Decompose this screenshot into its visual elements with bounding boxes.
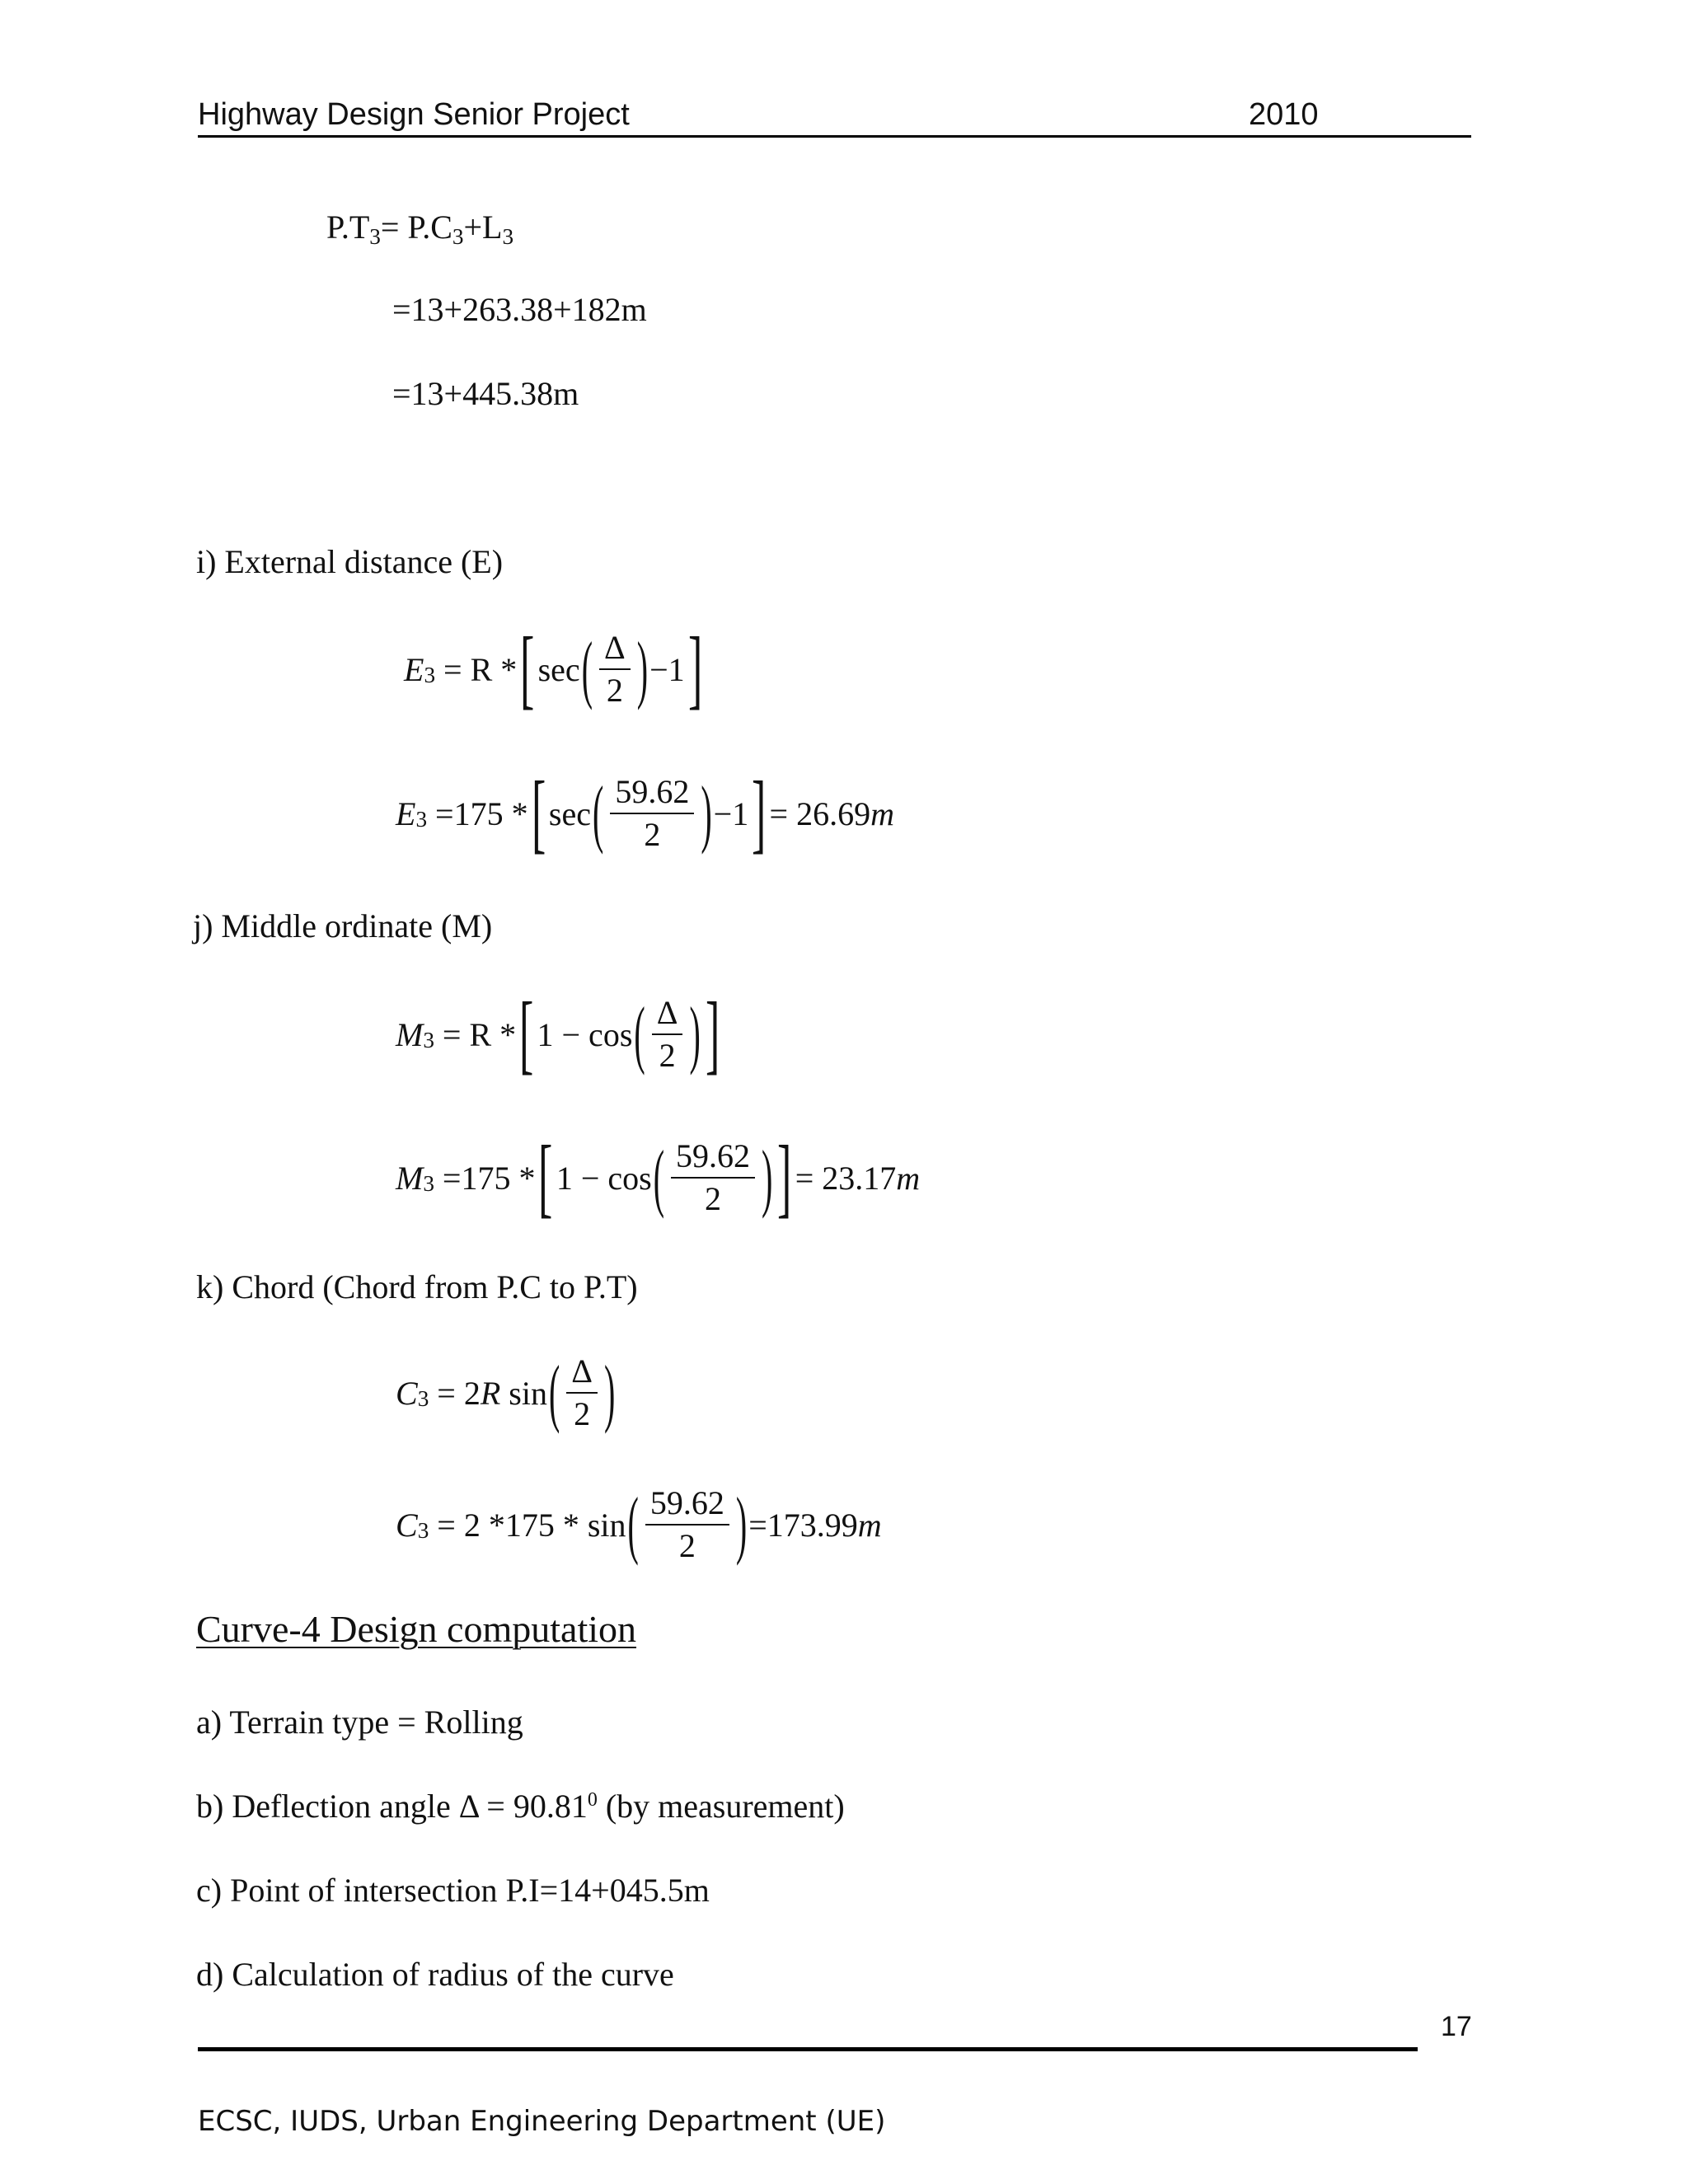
equation-e3-value: E 3 =175 * [ sec ( $\frac{59.62}{2}$ ) −1 ] = 26.69 m — [396, 762, 894, 863]
pt3-formula: P.T3= P.C3+L3 — [326, 209, 514, 250]
equation-m3-general: M 3 = R * [ 1 − cos ( $\frac{\Delta}{2}$ ) ] — [396, 982, 720, 1084]
equation-c3-general: C 3 = 2 R sin ( $\frac{\Delta}{2}$ ) — [396, 1349, 616, 1435]
curve4-item-c: c) Point of intersection P.I=14+045.5m — [196, 1872, 710, 1909]
pt3-line1: =13+263.38+182m — [392, 291, 647, 328]
curve4-item-b: b) Deflection angle $\Delta = 90.81^0$ (by measurement) — [196, 1788, 845, 1825]
header-year: 2010 — [1249, 97, 1319, 132]
footer-rule — [198, 2047, 1418, 2051]
footer-org: ECSC, IUDS, Urban Engineering Department (UE) — [198, 2105, 886, 2138]
pt3-line2: =13+445.38m — [392, 375, 579, 412]
curve4-item-d: d) Calculation of radius of the curve — [196, 1956, 674, 1993]
header-rule — [198, 135, 1471, 138]
section-i-title: i) External distance (E) — [196, 543, 504, 580]
equation-m3-value: M 3 =175 * [ 1 − cos ( $\frac{59.62}{2}$ ) ] = 23.17 m — [396, 1126, 921, 1227]
equation-c3-value: C 3 = 2 *175 * sin ( $\frac{59.62}{2}$ ) =173.99 m — [396, 1481, 882, 1567]
section-k-title: k) Chord (Chord from P.C to P.T) — [196, 1268, 638, 1305]
curve4-item-a: a) Terrain type = Rolling — [196, 1704, 523, 1741]
equation-e3-general: E 3 = R * [ sec ( $\frac{\Delta}{2}$ ) −1 ] — [404, 617, 702, 719]
header-title: Highway Design Senior Project — [198, 97, 630, 132]
curve4-heading: Curve-4 Design computation — [196, 1608, 637, 1650]
page-number: 17 — [1441, 2011, 1472, 2042]
section-j-title: j) Middle ordinate (M) — [193, 907, 493, 944]
